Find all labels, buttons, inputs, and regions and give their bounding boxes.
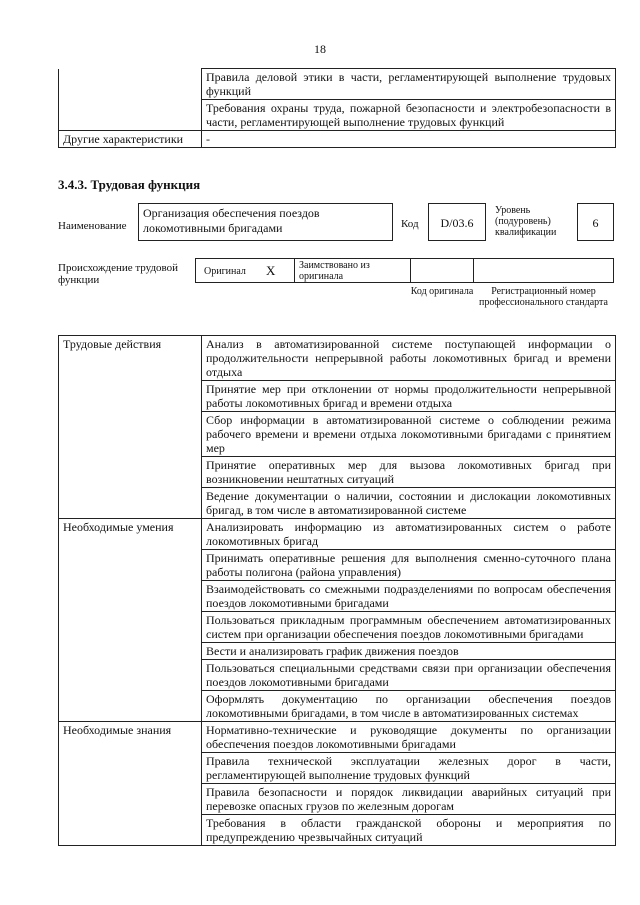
section-label: Трудовые действия — [59, 336, 202, 519]
name-label: Наименование — [58, 220, 127, 232]
code-value: D/03.6 — [428, 203, 486, 241]
list-item: Нормативно-технические и руководящие документы по организации обеспечения поездов локомотивными бригадами — [202, 722, 616, 753]
section-label: Необходимые знания — [59, 722, 202, 846]
list-item: Принятие мер при отклонении от нормы продолжительности непрерывной работы локомотивных бригад и времени отдыха — [202, 381, 616, 412]
function-details-table — [58, 335, 616, 846]
code-original-label: Код оригинала — [410, 286, 474, 297]
list-item: Принятие оперативных мер для вызова локомотивных бригад при возникновении нештатных ситуаций — [202, 457, 616, 488]
table-row — [59, 100, 616, 131]
row-text: - — [202, 131, 616, 148]
list-item: Сбор информации в автоматизированной системе о соблюдении режима рабочего времени и времени отдыха локомотивными бригадами с принятием мер — [202, 412, 616, 457]
code-label: Код — [401, 218, 419, 230]
list-item: Анализировать информацию из автоматизированных систем о работе локомотивных бригад — [202, 519, 616, 550]
row-label — [59, 100, 202, 131]
list-item: Требования в области гражданской обороны и мероприятия по предупреждению чрезвычайных ситуаций — [202, 815, 616, 846]
table-row — [59, 722, 616, 753]
name-value: Организация обеспечения поездов локомотивными бригадами — [138, 203, 393, 241]
list-item: Оформлять документацию по организации обеспечения поездов локомотивными бригадами, в том числе в автоматизированных системах — [202, 691, 616, 722]
row-text: Правила деловой этики в части, регламентирующей выполнение трудовых функций — [202, 69, 616, 100]
list-item: Пользоваться специальными средствами связи при организации обеспечения поездов локомотивными бригадами — [202, 660, 616, 691]
section-title: 3.4.3. Трудовая функция — [58, 177, 201, 192]
code-original-cell — [410, 258, 474, 283]
original-label: Оригинал — [204, 266, 246, 277]
level-value: 6 — [577, 203, 614, 241]
list-item: Правила безопасности и порядок ликвидации аварийных ситуаций при перевозке опасных грузов по железным дорогам — [202, 784, 616, 815]
original-cell — [195, 258, 295, 283]
list-item: Вести и анализировать график движения поездов — [202, 643, 616, 660]
table-row — [59, 131, 616, 148]
row-label — [59, 69, 202, 100]
table-row — [59, 336, 616, 381]
row-text: Требования охраны труда, пожарной безопасности и электробезопасности в части, регламентирующей выполнение трудовых функций — [202, 100, 616, 131]
row-label: Другие характеристики — [59, 131, 202, 148]
borrowed-label: Заимствовано из оригинала — [294, 258, 411, 283]
table-row — [59, 69, 616, 100]
list-item: Правила технической эксплуатации железных дорог в части, регламентирующей выполнение трудовых функций — [202, 753, 616, 784]
reg-number-cell — [473, 258, 614, 283]
reg-number-label: Регистрационный номер профессионального стандарта — [479, 286, 608, 308]
list-item: Ведение документации о наличии, состоянии и дислокации локомотивных бригад, в том числе в автоматизированной системе — [202, 488, 616, 519]
list-item: Взаимодействовать со смежными подразделениями по вопросам обеспечения поездов локомотивными бригадами — [202, 581, 616, 612]
continuation-table — [58, 68, 616, 148]
list-item: Пользоваться прикладным программным обеспечением автоматизированных систем при организации обеспечения поездов локомотивными бригадами — [202, 612, 616, 643]
page-number: 18 — [314, 42, 326, 56]
origin-label: Происхождение трудовой функции — [58, 262, 179, 286]
original-mark: X — [266, 263, 276, 278]
list-item: Анализ в автоматизированной системе поступающей информации о продолжительности непрерывной работы локомотивных бригад и времени отдыха — [202, 336, 616, 381]
section-label: Необходимые умения — [59, 519, 202, 722]
level-label: Уровень (подуровень) квалификации — [495, 205, 557, 238]
list-item: Принимать оперативные решения для выполнения сменно-суточного плана работы полигона (района управления) — [202, 550, 616, 581]
table-row — [59, 519, 616, 550]
